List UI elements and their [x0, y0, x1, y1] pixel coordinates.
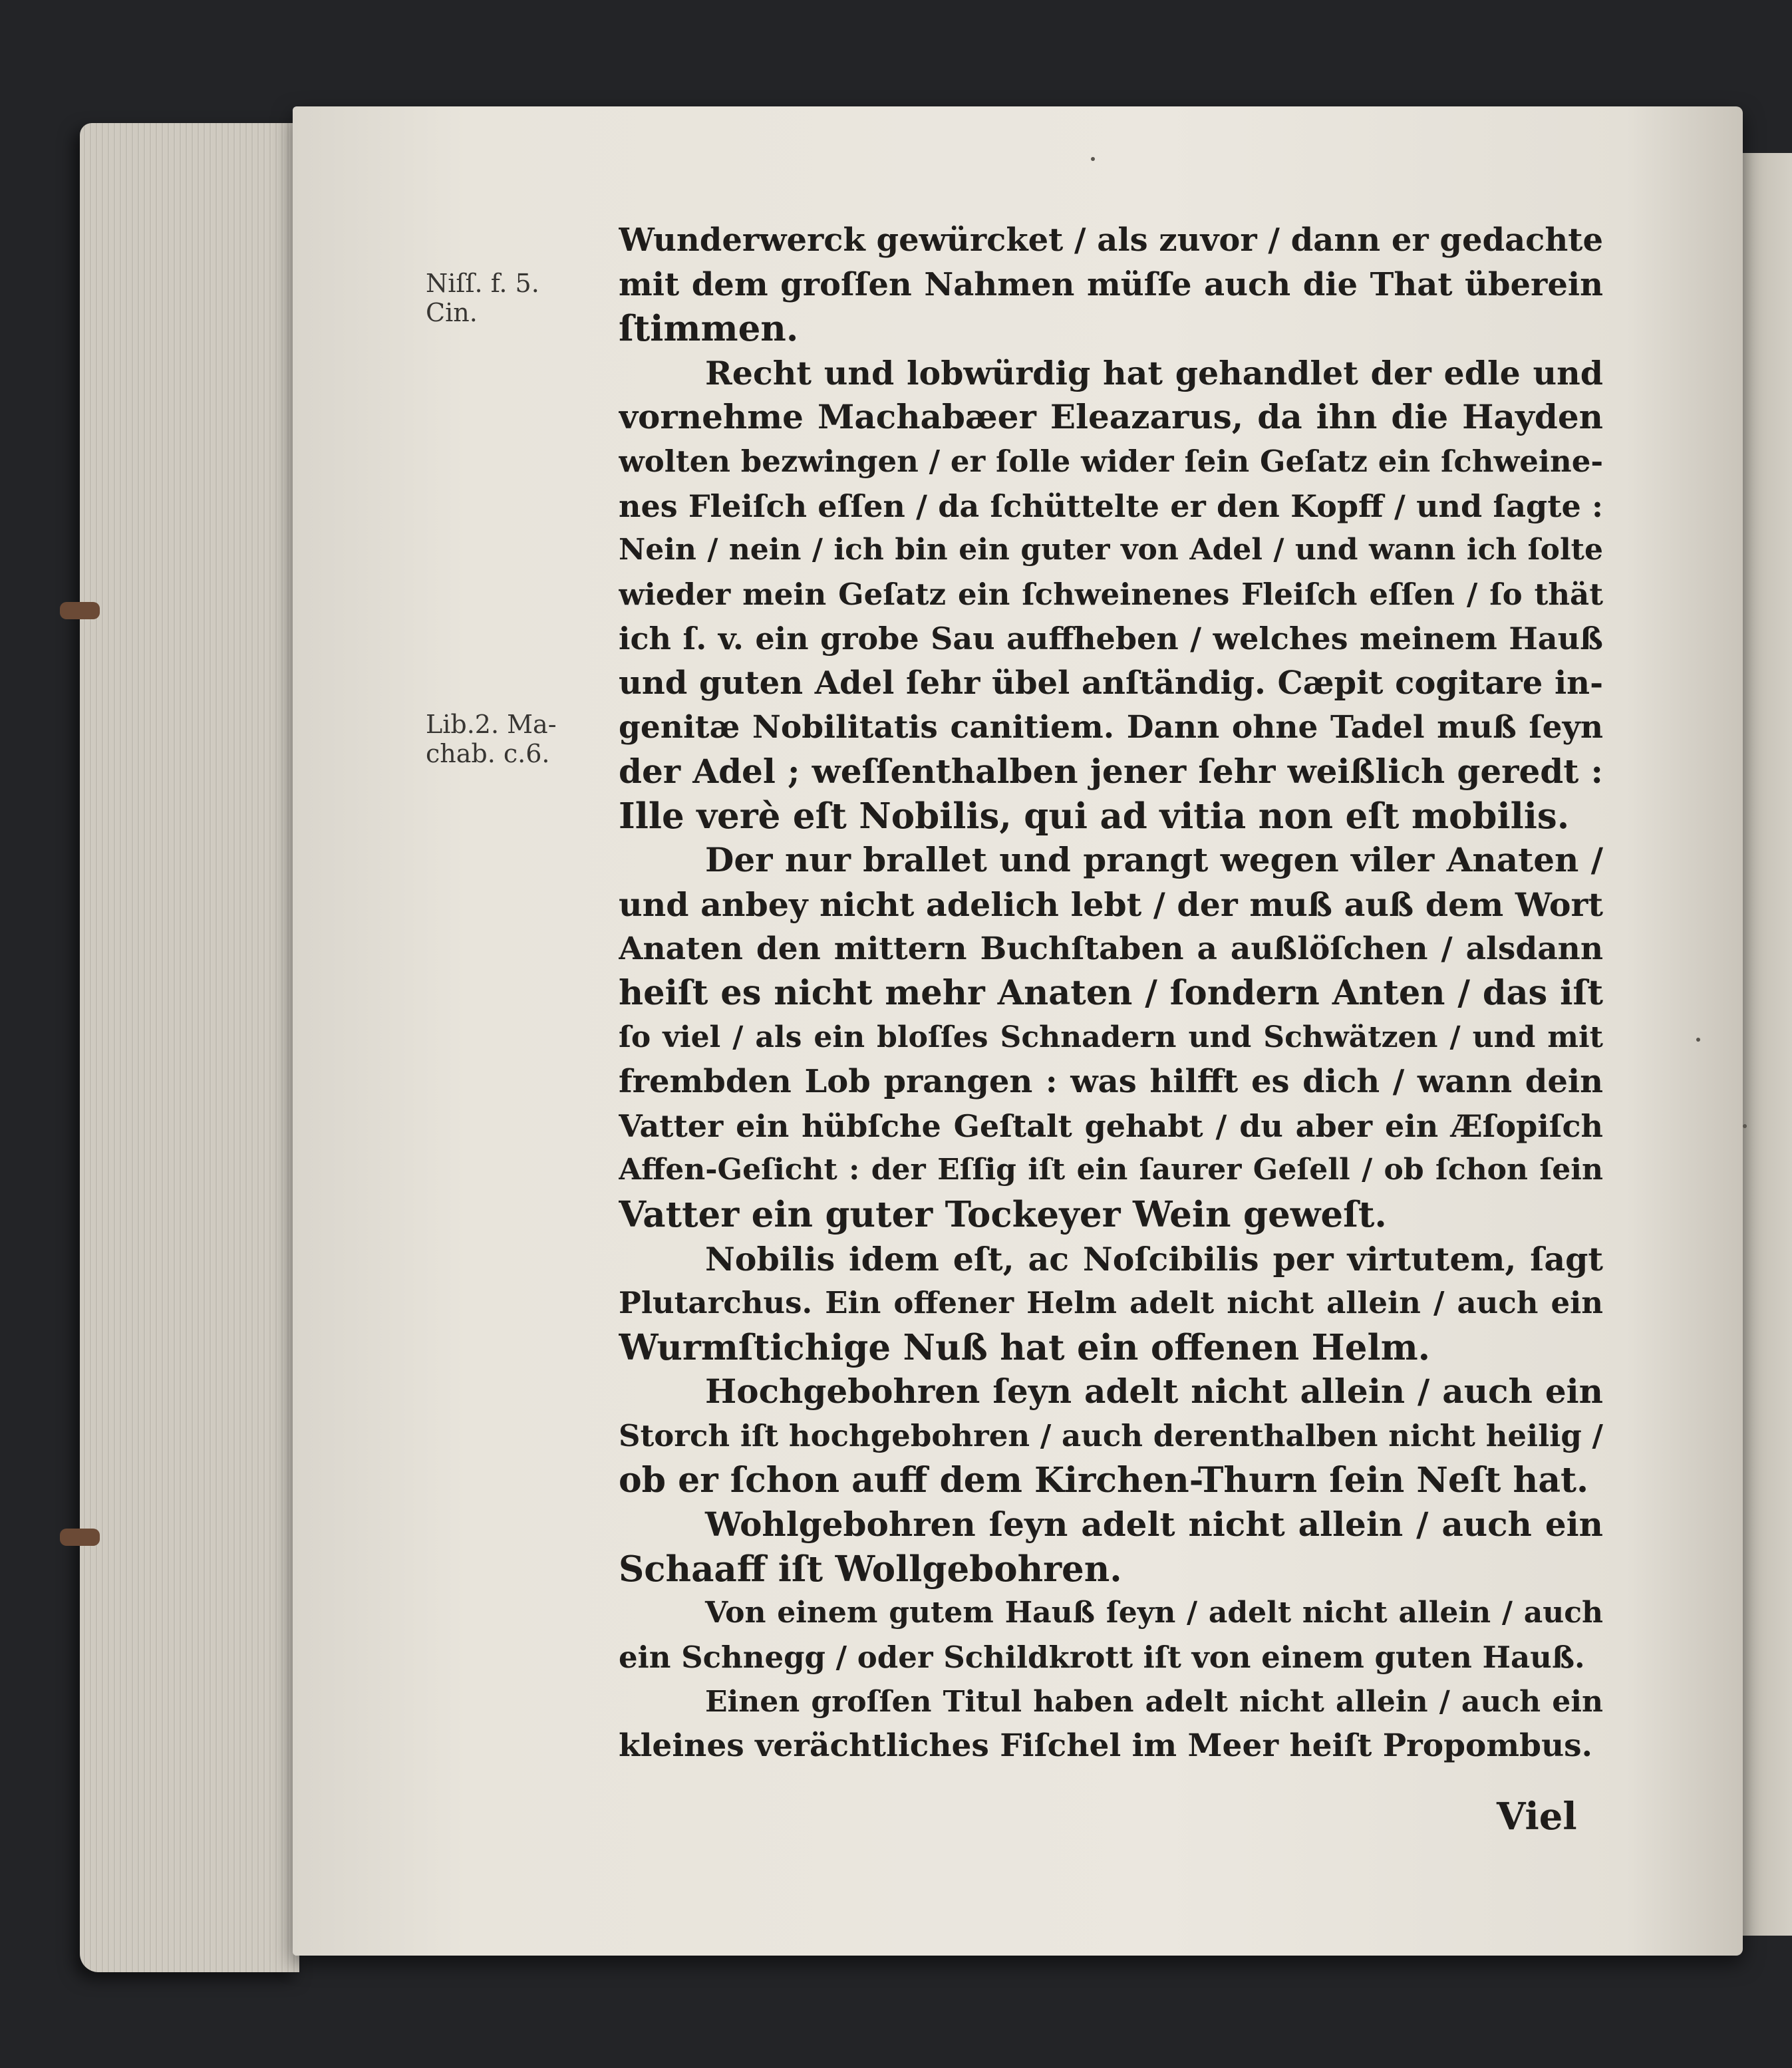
margin-note-line: Niſſ. f. 5.: [426, 269, 539, 298]
text-line: Affen-Geſicht : der Eſſig iſt ein ſaurer Geſell / ob ſchon ſein: [619, 1153, 1603, 1187]
text-line: Der nur brallet und prangt wegen viler Anaten /: [705, 840, 1603, 880]
text-line: heiſt es nicht mehr Anaten / ſondern Anten / das iſt: [619, 973, 1603, 1014]
text-line: Plutarchus. Ein offener Helm adelt nicht allein / auch ein: [619, 1285, 1603, 1321]
text-line: wolten bezwingen / er ſolle wider ſein Geſatz ein ſchweine-: [619, 443, 1603, 479]
text-line: nes Fleiſch eſſen / da ſchüttelte er den Kopff / und ſagte :: [619, 488, 1603, 524]
text-line: genitæ Nobilitatis canitiem. Dann ohne Tadel muß ſeyn: [619, 708, 1603, 746]
text-line: Nobilis idem eſt, ac Noſcibilis per virtutem, ſagt: [705, 1239, 1603, 1278]
margin-note-line: Lib.2. Ma-: [426, 710, 557, 739]
text-line: Ille verè eſt Nobilis, qui ad vitia non eſt mobilis.: [619, 795, 1570, 837]
margin-note-nissf: [426, 269, 539, 327]
paper-speck: [1091, 157, 1095, 161]
text-line: Wurmſtichige Nuß hat ein offenen Helm.: [619, 1326, 1431, 1368]
text-line: Wunderwerck gewürcket / als zuvor / dann er gedachte: [619, 222, 1603, 259]
text-line: Wohlgebohren ſeyn adelt nicht allein / auch ein: [705, 1505, 1603, 1545]
margin-note-line: Cin.: [426, 297, 478, 327]
text-line: Von einem gutem Hauß ſeyn / adelt nicht allein / auch: [705, 1596, 1603, 1630]
page-body-text: [619, 218, 1603, 1769]
text-line: Storch iſt hochgebohren / auch derenthalben nicht heilig /: [619, 1418, 1603, 1454]
margin-note-machab: [426, 710, 557, 768]
text-line: mit dem groſſen Nahmen müſſe auch die That überein: [619, 265, 1603, 303]
clasp-tab-upper: [60, 602, 100, 619]
margin-note-line: chab. c.6.: [426, 738, 550, 768]
text-line: Einen groſſen Titul haben adelt nicht allein / auch ein: [705, 1684, 1603, 1719]
text-line: Vatter ein guter Tockeyer Wein geweſt.: [619, 1194, 1387, 1236]
text-line: wieder mein Geſatz ein ſchweinenes Fleiſch eſſen / ſo thät: [619, 576, 1603, 612]
text-line: ob er ſchon auff dem Kirchen-Thurn ſein Neſt hat.: [619, 1459, 1589, 1501]
paper-speck: [1743, 1124, 1747, 1128]
text-line: kleines verächtliches Fiſchel im Meer heiſt Propombus.: [619, 1727, 1592, 1765]
book-page-edges: [80, 123, 299, 1972]
text-line: ſo viel / als ein bloſſes Schnadern und Schwätzen / und mit: [619, 1020, 1603, 1054]
clasp-tab-lower: [60, 1529, 100, 1546]
catchword: Viel: [1497, 1795, 1577, 1839]
text-line: Schaaff iſt Wollgebohren.: [619, 1548, 1122, 1590]
text-line: ein Schnegg / oder Schildkrott iſt von einem guten Hauß.: [619, 1640, 1585, 1675]
text-line: Recht und lobwürdig hat gehandlet der edle und: [705, 353, 1603, 392]
text-line: und anbey nicht adelich lebt / der muß auß dem Wort: [619, 885, 1603, 924]
text-line: Vatter ein hübſche Geſtalt gehabt / du aber ein Æſopiſch: [619, 1108, 1603, 1144]
text-line: Hochgebohren ſeyn adelt nicht allein / auch ein: [705, 1372, 1603, 1411]
text-line: Nein / nein / ich bin ein guter von Adel / und wann ich ſolte: [619, 533, 1603, 567]
paper-speck: [1696, 1038, 1700, 1042]
text-line: und guten Adel ſehr übel anſtändig. Cæpit cogitare in-: [619, 664, 1603, 702]
text-line: Anaten den mittern Buchſtaben a außlöſchen / alsdann: [619, 930, 1603, 967]
text-line: vornehme Machabæer Eleazarus, da ihn die Hayden: [619, 397, 1603, 437]
text-line: frembden Lob prangen : was hilfft es dich / wann dein: [619, 1063, 1603, 1101]
text-line: ich ſ. v. ein grobe Sau auffheben / welches meinem Hauß: [619, 621, 1603, 657]
text-line: der Adel ; weſſenthalben jener ſehr weißlich geredt :: [619, 752, 1603, 792]
text-line: ſtimmen.: [619, 308, 799, 350]
